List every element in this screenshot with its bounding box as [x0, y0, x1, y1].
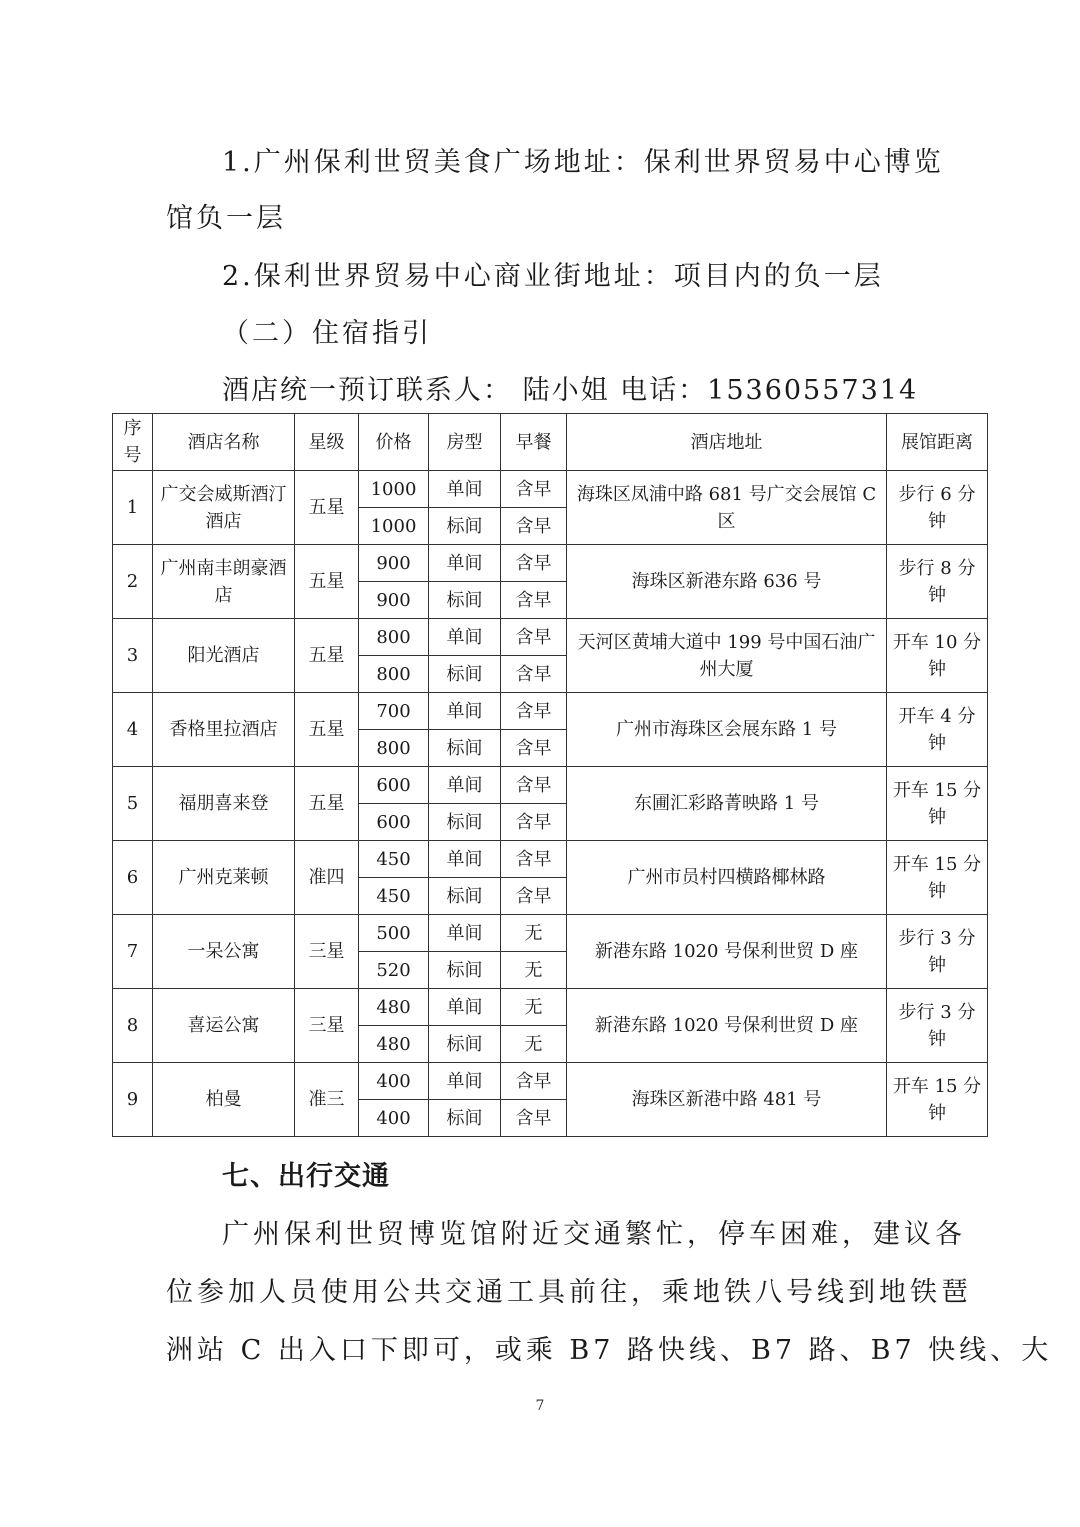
cell-room-type: 单间 — [429, 545, 501, 582]
cell-distance: 开车 15 分钟 — [887, 767, 988, 841]
cell-no: 4 — [113, 693, 153, 767]
cell-room-type: 单间 — [429, 989, 501, 1026]
cell-address: 天河区黄埔大道中 199 号中国石油广州大厦 — [567, 619, 887, 693]
cell-no: 8 — [113, 989, 153, 1063]
table-row — [113, 841, 988, 878]
cell-price: 450 — [359, 878, 429, 915]
cell-breakfast: 含早 — [501, 1100, 567, 1137]
cell-room-type: 标间 — [429, 508, 501, 545]
header-address: 酒店地址 — [567, 414, 887, 471]
cell-no: 3 — [113, 619, 153, 693]
table-row — [113, 989, 988, 1026]
table-row — [113, 693, 988, 730]
cell-breakfast: 含早 — [501, 767, 567, 804]
transport-text-line-2: 位参加人员使用公共交通工具前往，乘地铁八号线到地铁琶 — [166, 1277, 972, 1308]
cell-breakfast: 含早 — [501, 804, 567, 841]
cell-no: 1 — [113, 471, 153, 545]
cell-star: 五星 — [295, 545, 359, 619]
cell-breakfast: 含早 — [501, 471, 567, 508]
header-price: 价格 — [359, 414, 429, 471]
cell-hotel-name: 广交会威斯酒汀酒店 — [153, 471, 295, 545]
cell-address: 海珠区新港中路 481 号 — [567, 1063, 887, 1137]
header-room-type: 房型 — [429, 414, 501, 471]
cell-room-type: 单间 — [429, 693, 501, 730]
cell-room-type: 标间 — [429, 878, 501, 915]
cell-price: 520 — [359, 952, 429, 989]
cell-hotel-name: 福朋喜来登 — [153, 767, 295, 841]
cell-room-type: 标间 — [429, 1026, 501, 1063]
cell-room-type: 标间 — [429, 730, 501, 767]
cell-distance: 开车 15 分钟 — [887, 841, 988, 915]
cell-price: 900 — [359, 545, 429, 582]
cell-star: 五星 — [295, 693, 359, 767]
cell-address: 新港东路 1020 号保利世贸 D 座 — [567, 915, 887, 989]
cell-room-type: 单间 — [429, 1063, 501, 1100]
cell-address: 东圃汇彩路菁映路 1 号 — [567, 767, 887, 841]
cell-no: 7 — [113, 915, 153, 989]
transport-heading: 七、出行交通 — [222, 1161, 390, 1192]
cell-distance: 步行 3 分钟 — [887, 915, 988, 989]
header-hotel-name: 酒店名称 — [153, 414, 295, 471]
cell-breakfast: 无 — [501, 989, 567, 1026]
cell-star: 准三 — [295, 1063, 359, 1137]
cell-address: 广州市员村四横路椰林路 — [567, 841, 887, 915]
cell-address: 新港东路 1020 号保利世贸 D 座 — [567, 989, 887, 1063]
cell-hotel-name: 喜运公寓 — [153, 989, 295, 1063]
cell-breakfast: 无 — [501, 952, 567, 989]
cell-hotel-name: 香格里拉酒店 — [153, 693, 295, 767]
cell-breakfast: 无 — [501, 1026, 567, 1063]
page-number: 7 — [535, 1398, 545, 1414]
cell-room-type: 标间 — [429, 1100, 501, 1137]
cell-star: 五星 — [295, 619, 359, 693]
header-star: 星级 — [295, 414, 359, 471]
cell-no: 9 — [113, 1063, 153, 1137]
cell-star: 三星 — [295, 915, 359, 989]
accommodation-heading: （二）住宿指引 — [222, 318, 432, 349]
cell-star: 五星 — [295, 767, 359, 841]
cell-breakfast: 含早 — [501, 878, 567, 915]
cell-address: 广州市海珠区会展东路 1 号 — [567, 693, 887, 767]
transport-text-line-1: 广州保利世贸博览馆附近交通繁忙，停车困难，建议各 — [222, 1219, 966, 1250]
cell-room-type: 单间 — [429, 915, 501, 952]
cell-price: 800 — [359, 730, 429, 767]
cell-address: 海珠区新港东路 636 号 — [567, 545, 887, 619]
cell-star: 五星 — [295, 471, 359, 545]
header-breakfast: 早餐 — [501, 414, 567, 471]
cell-star: 三星 — [295, 989, 359, 1063]
cell-hotel-name: 广州南丰朗豪酒店 — [153, 545, 295, 619]
cell-room-type: 单间 — [429, 471, 501, 508]
cell-price: 480 — [359, 989, 429, 1026]
cell-breakfast: 含早 — [501, 1063, 567, 1100]
cell-breakfast: 含早 — [501, 582, 567, 619]
cell-room-type: 单间 — [429, 767, 501, 804]
cell-breakfast: 无 — [501, 915, 567, 952]
cell-price: 600 — [359, 767, 429, 804]
table-row — [113, 545, 988, 582]
cell-breakfast: 含早 — [501, 619, 567, 656]
cell-price: 1000 — [359, 508, 429, 545]
cell-price: 480 — [359, 1026, 429, 1063]
table-row — [113, 1063, 988, 1100]
cell-room-type: 标间 — [429, 952, 501, 989]
cell-no: 6 — [113, 841, 153, 915]
cell-distance: 步行 3 分钟 — [887, 989, 988, 1063]
cell-breakfast: 含早 — [501, 508, 567, 545]
table-row — [113, 767, 988, 804]
hotel-contact: 酒店统一预订联系人： 陆小姐 电话：15360557314 — [222, 375, 919, 406]
table-row — [113, 915, 988, 952]
commercial-street-address: 2.保利世界贸易中心商业街地址：项目内的负一层 — [222, 261, 884, 292]
cell-distance: 开车 15 分钟 — [887, 1063, 988, 1137]
cell-hotel-name: 一呆公寓 — [153, 915, 295, 989]
cell-room-type: 标间 — [429, 582, 501, 619]
cell-distance: 开车 10 分钟 — [887, 619, 988, 693]
cell-address: 海珠区凤浦中路 681 号广交会展馆 C 区 — [567, 471, 887, 545]
cell-breakfast: 含早 — [501, 656, 567, 693]
cell-star: 准四 — [295, 841, 359, 915]
cell-price: 900 — [359, 582, 429, 619]
cell-price: 450 — [359, 841, 429, 878]
cell-breakfast: 含早 — [501, 841, 567, 878]
cell-room-type: 单间 — [429, 841, 501, 878]
cell-price: 800 — [359, 656, 429, 693]
cell-price: 800 — [359, 619, 429, 656]
table-row — [113, 471, 988, 508]
header-no: 序号 — [113, 414, 153, 471]
cell-hotel-name: 柏曼 — [153, 1063, 295, 1137]
cell-distance: 步行 6 分钟 — [887, 471, 988, 545]
cell-hotel-name: 广州克莱顿 — [153, 841, 295, 915]
table-row — [113, 619, 988, 656]
cell-no: 5 — [113, 767, 153, 841]
cell-price: 600 — [359, 804, 429, 841]
cell-hotel-name: 阳光酒店 — [153, 619, 295, 693]
food-court-address: 1.广州保利世贸美食广场地址：保利世界贸易中心博览 — [222, 147, 944, 178]
cell-room-type: 标间 — [429, 804, 501, 841]
cell-price: 400 — [359, 1063, 429, 1100]
cell-price: 500 — [359, 915, 429, 952]
cell-breakfast: 含早 — [501, 730, 567, 767]
cell-price: 700 — [359, 693, 429, 730]
cell-price: 1000 — [359, 471, 429, 508]
transport-text-line-3: 洲站 C 出入口下即可，或乘 B7 路快线、B7 路、B7 快线、大 — [166, 1335, 1053, 1366]
food-court-address-cont: 馆负一层 — [166, 203, 286, 234]
table-header-row — [113, 414, 988, 471]
cell-no: 2 — [113, 545, 153, 619]
cell-breakfast: 含早 — [501, 693, 567, 730]
cell-room-type: 单间 — [429, 619, 501, 656]
hotel-table-body — [113, 471, 988, 1137]
cell-breakfast: 含早 — [501, 545, 567, 582]
header-distance: 展馆距离 — [887, 414, 988, 471]
cell-distance: 步行 8 分钟 — [887, 545, 988, 619]
cell-price: 400 — [359, 1100, 429, 1137]
hotel-table — [112, 413, 988, 1137]
cell-room-type: 标间 — [429, 656, 501, 693]
cell-distance: 开车 4 分钟 — [887, 693, 988, 767]
